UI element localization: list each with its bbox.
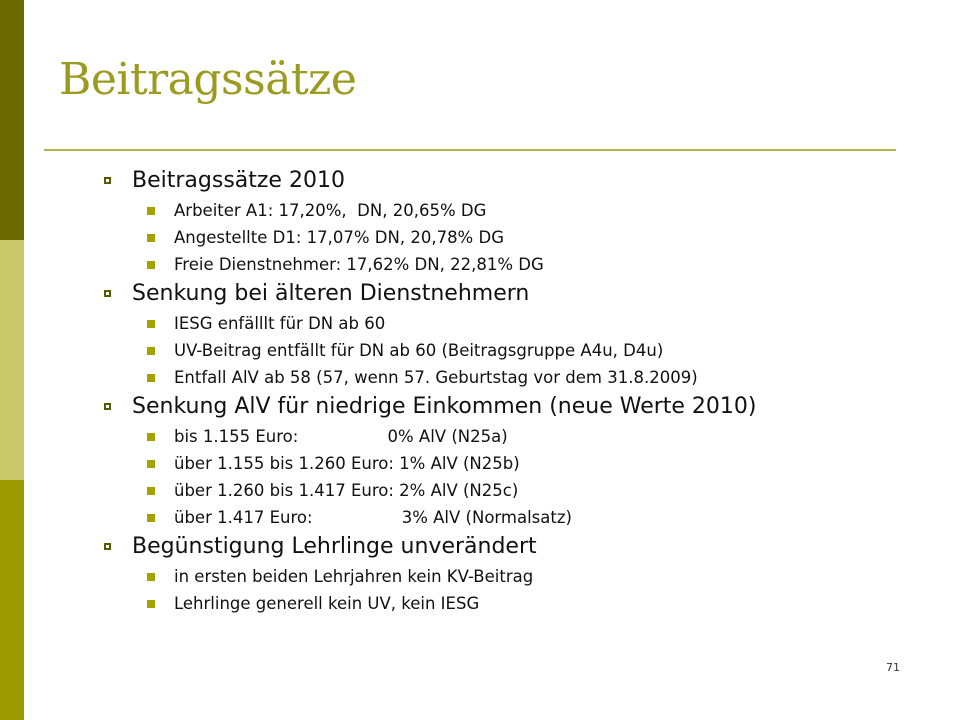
list-item [0, 364, 960, 391]
square-bullet-icon [147, 374, 155, 382]
section-heading [0, 165, 960, 197]
square-bullet-icon [147, 347, 155, 355]
section-senkung-alv [0, 391, 960, 531]
list-item [0, 310, 960, 337]
section-heading-text: Senkung AlV für niedrige Einkommen (neue Werte 2010) [132, 394, 757, 419]
list-item-text: über 1.260 bis 1.417 Euro: 2% AlV (N25c) [174, 481, 519, 500]
page-number: 71 [886, 661, 900, 674]
list-item-text: in ersten beiden Lehrjahren kein KV-Beitrag [174, 567, 534, 586]
section-beitragssaetze-2010 [0, 165, 960, 278]
section-senkung-aeltere [0, 278, 960, 391]
slide-title: Beitragssätze [59, 54, 357, 105]
square-bullet-icon [147, 487, 155, 495]
list-item [0, 423, 960, 450]
list-item-text: Freie Dienstnehmer: 17,62% DN, 22,81% DG [174, 255, 544, 274]
section-heading-text: Begünstigung Lehrlinge unverändert [132, 534, 537, 559]
square-bullet-icon [147, 600, 155, 608]
list-item [0, 450, 960, 477]
title-divider [44, 149, 896, 151]
list-item [0, 224, 960, 251]
list-item-text: Entfall AlV ab 58 (57, wenn 57. Geburtstag vor dem 31.8.2009) [174, 368, 698, 387]
section-heading-text: Beitragssätze 2010 [132, 168, 345, 193]
list-item [0, 477, 960, 504]
section-lehrlinge [0, 531, 960, 617]
list-item-text: Lehrlinge generell kein UV, kein IESG [174, 594, 480, 613]
square-bullet-icon [147, 460, 155, 468]
list-item [0, 197, 960, 224]
square-outline-bullet-icon [104, 403, 111, 410]
section-heading-text: Senkung bei älteren Dienstnehmern [132, 281, 530, 306]
list-item-text: über 1.155 bis 1.260 Euro: 1% AlV (N25b) [174, 454, 520, 473]
list-item-text: Arbeiter A1: 17,20%, DN, 20,65% DG [174, 201, 487, 220]
square-outline-bullet-icon [104, 290, 111, 297]
square-outline-bullet-icon [104, 543, 111, 550]
square-bullet-icon [147, 433, 155, 441]
square-bullet-icon [147, 261, 155, 269]
list-item-text: über 1.417 Euro: 3% AlV (Normalsatz) [174, 508, 572, 527]
list-item [0, 504, 960, 531]
section-heading [0, 391, 960, 423]
list-item-text: UV-Beitrag entfällt für DN ab 60 (Beitragsgruppe A4u, D4u) [174, 341, 664, 360]
list-item-text: IESG enfälllt für DN ab 60 [174, 314, 386, 333]
list-item-text: Angestellte D1: 17,07% DN, 20,78% DG [174, 228, 504, 247]
square-bullet-icon [147, 514, 155, 522]
square-bullet-icon [147, 234, 155, 242]
section-heading [0, 531, 960, 563]
square-bullet-icon [147, 573, 155, 581]
square-bullet-icon [147, 207, 155, 215]
list-item [0, 337, 960, 364]
square-outline-bullet-icon [104, 177, 111, 184]
section-heading [0, 278, 960, 310]
list-item [0, 590, 960, 617]
list-item [0, 251, 960, 278]
square-bullet-icon [147, 320, 155, 328]
list-item-text: bis 1.155 Euro: 0% AlV (N25a) [174, 427, 508, 446]
list-item [0, 563, 960, 590]
slide-content [0, 165, 960, 617]
